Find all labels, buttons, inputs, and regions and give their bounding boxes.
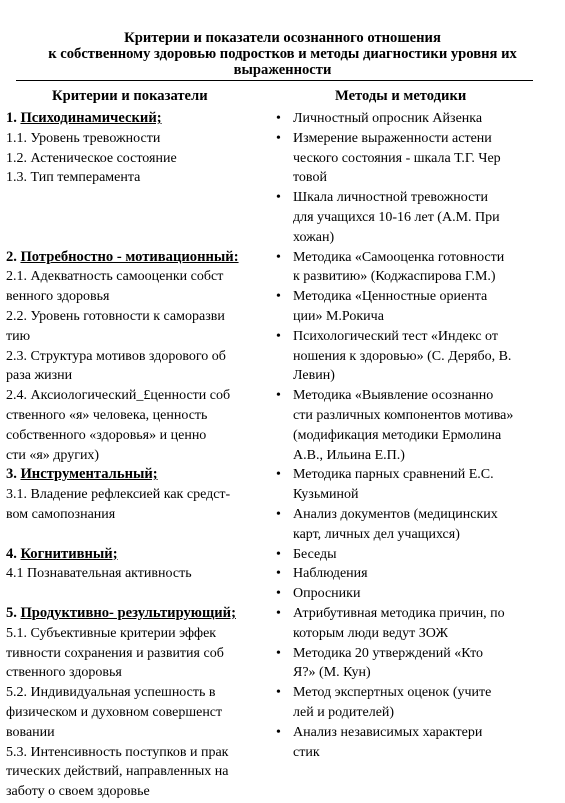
bullet-icon: • — [276, 566, 281, 582]
method-line: Левин) — [293, 368, 335, 384]
title-line-3: выраженности — [233, 62, 332, 78]
method-line: Опросники — [293, 586, 361, 602]
method-item — [276, 465, 538, 505]
method-text — [293, 327, 538, 386]
method-line: Анализ документов (медицинских — [293, 506, 498, 522]
indicator-item — [6, 386, 268, 465]
method-line: для учащихся 10-16 лет (А.М. При — [293, 209, 500, 225]
method-item — [276, 129, 538, 188]
spacer — [6, 525, 268, 545]
method-text — [293, 505, 538, 545]
bullet-icon: • — [276, 685, 281, 701]
indicator-item — [6, 149, 268, 169]
indicator-item — [6, 129, 268, 149]
method-text — [293, 683, 538, 723]
spacer — [6, 228, 268, 248]
method-line: Атрибутивная методика причин, по — [293, 605, 505, 621]
criterion-number: 2. — [6, 248, 17, 265]
spacer — [6, 188, 268, 208]
bullet-icon: • — [276, 506, 281, 522]
method-line: Я?» (М. Кун) — [293, 665, 371, 681]
indicator-line: 2.2. Уровень готовности к саморазви — [6, 308, 225, 324]
bullet-icon: • — [276, 130, 281, 146]
indicator-line: 2.4. Аксиологический_£ценности соб — [6, 388, 231, 404]
method-line: Беседы — [293, 546, 337, 562]
method-text — [293, 287, 538, 327]
criteria-column-header: Критерии и показатели — [52, 88, 208, 104]
method-item — [276, 683, 538, 723]
methods-column-header: Методы и методики — [335, 88, 467, 104]
criterion-heading — [6, 604, 268, 624]
indicator-line: вом самопознания — [6, 506, 116, 522]
indicator-line: венного здоровья — [6, 289, 110, 305]
method-text — [293, 465, 538, 505]
bullet-icon: • — [276, 724, 281, 740]
spacer — [6, 584, 268, 604]
method-item — [276, 386, 538, 465]
indicator-line: 5.2. Индивидуальная успешность в — [6, 685, 216, 701]
criterion-number: 4. — [6, 545, 17, 562]
indicator-line: 1.3. Тип темперамента — [6, 170, 141, 186]
method-line: Методика «Выявление осознанно — [293, 388, 494, 404]
method-line: А.В., Ильина Е.П.) — [293, 447, 405, 463]
methods-column — [276, 109, 538, 762]
method-item — [276, 644, 538, 684]
method-line: Методика парных сравнений Е.С. — [293, 467, 494, 483]
bullet-icon: • — [276, 645, 281, 661]
bullet-icon: • — [276, 586, 281, 602]
method-text — [293, 564, 538, 584]
bullet-icon: • — [276, 249, 281, 265]
indicator-line: тию — [6, 328, 31, 344]
indicator-line: заботу о своем здоровье — [6, 784, 150, 800]
method-line: сти различных компонентов мотива» — [293, 407, 514, 423]
bullet-icon: • — [276, 111, 281, 126]
bullet-icon: • — [276, 289, 281, 305]
indicator-line: физическом и духовном совершенст — [6, 704, 223, 720]
method-item — [276, 505, 538, 545]
method-line: Шкала личностной тревожности — [293, 190, 488, 206]
indicator-item — [6, 347, 268, 387]
title-line-1: Критерии и показатели осознанного отношения — [124, 30, 441, 46]
criterion-number: 3. — [6, 466, 17, 483]
indicator-item — [6, 624, 268, 683]
method-line: Кузьминой — [293, 487, 359, 503]
criteria-column — [6, 109, 268, 802]
bullet-icon: • — [276, 388, 281, 404]
method-text — [293, 644, 538, 684]
method-text — [293, 604, 538, 644]
bullet-icon: • — [276, 605, 281, 621]
method-line: ношения к здоровью» (С. Дерябо, В. — [293, 348, 512, 364]
indicator-line: собственного «здоровья» и ценно — [6, 427, 207, 443]
document-title — [0, 30, 565, 78]
indicator-line: тических действий, направленных на — [6, 764, 229, 780]
indicator-line: 5.3. Интенсивность поступков и прак — [6, 744, 229, 760]
method-item — [276, 604, 538, 644]
method-item — [276, 327, 538, 386]
criterion-heading — [6, 248, 268, 268]
method-item — [276, 188, 538, 247]
method-text — [293, 386, 538, 465]
method-line: (модификация методики Ермолина — [293, 427, 502, 443]
method-text — [293, 723, 538, 763]
title-underline — [16, 80, 533, 81]
method-line: Психологический тест «Индекс от — [293, 328, 498, 344]
indicator-line: раза жизни — [6, 368, 73, 384]
method-text — [293, 188, 538, 247]
method-line: карт, личных дел учащихся) — [293, 526, 460, 542]
bullet-icon: • — [276, 467, 281, 483]
method-line: товой — [293, 170, 327, 186]
method-item — [276, 584, 538, 604]
criterion-heading — [6, 465, 268, 485]
method-line: к развитию» (Коджаспирова Г.М.) — [293, 269, 496, 285]
indicator-item — [6, 564, 268, 584]
indicator-item — [6, 743, 268, 802]
method-line: Наблюдения — [293, 566, 368, 582]
criterion-title: Психодинамический; — [20, 110, 162, 126]
indicator-item — [6, 683, 268, 742]
method-line: Методика «Самооценка готовности — [293, 249, 505, 265]
criterion-title: Продуктивно- результирующий; — [20, 604, 236, 621]
indicator-line: сти «я» других) — [6, 447, 100, 463]
criterion-title: Инструментальный; — [20, 466, 158, 483]
method-line: Личностный опросник Айзенка — [293, 111, 483, 126]
criterion-number: 1. — [6, 110, 17, 126]
indicator-line: ственного здоровья — [6, 665, 122, 681]
method-line: хожан) — [293, 229, 335, 245]
criterion-title: Когнитивный; — [20, 545, 118, 562]
method-line: ции» М.Рокича — [293, 308, 384, 324]
method-item — [276, 109, 538, 129]
method-text — [293, 584, 538, 604]
spacer — [6, 208, 268, 228]
method-line: Измерение выраженности астени — [293, 130, 492, 146]
criterion-number: 5. — [6, 604, 17, 621]
indicator-item — [6, 307, 268, 347]
indicator-line: 2.1. Адекватность самооценки собст — [6, 269, 224, 285]
method-line: Метод экспертных оценок (учите — [293, 685, 492, 701]
title-line-2: к собственному здоровью подростков и методы диагностики уровня их — [48, 46, 517, 62]
indicator-item — [6, 267, 268, 307]
method-text — [293, 109, 538, 129]
method-text — [293, 545, 538, 565]
criterion-heading — [6, 109, 268, 129]
method-line: Анализ независимых характери — [293, 724, 483, 740]
method-text — [293, 248, 538, 288]
method-item — [276, 248, 538, 288]
indicator-line: 1.2. Астеническое состояние — [6, 150, 177, 166]
criterion-heading — [6, 545, 268, 565]
bullet-icon: • — [276, 328, 281, 344]
indicator-line: 3.1. Владение рефлексией как средст- — [6, 487, 231, 503]
method-line: ческого состояния - шкала Т.Г. Чер — [293, 150, 501, 166]
indicator-line: 4.1 Познавательная активность — [6, 566, 192, 582]
method-line: которым люди ведут ЗОЖ — [293, 625, 449, 641]
indicator-line: 5.1. Субъективные критерии эффек — [6, 625, 217, 641]
method-item — [276, 545, 538, 565]
indicator-line: 2.3. Структура мотивов здорового об — [6, 348, 226, 364]
method-item — [276, 723, 538, 763]
method-line: Методика 20 утверждений «Кто — [293, 645, 484, 661]
indicator-line: ственного «я» человека, ценность — [6, 407, 208, 423]
criterion-title: Потребностно - мотивационный: — [20, 248, 239, 265]
bullet-icon: • — [276, 190, 281, 206]
indicator-item — [6, 168, 268, 188]
indicator-item — [6, 485, 268, 525]
method-item — [276, 287, 538, 327]
indicator-line: 1.1. Уровень тревожности — [6, 130, 161, 146]
method-line: лей и родителей) — [293, 704, 395, 720]
bullet-icon: • — [276, 546, 281, 562]
method-text — [293, 129, 538, 188]
method-item — [276, 564, 538, 584]
method-line: стик — [293, 744, 320, 760]
indicator-line: вовании — [6, 724, 55, 740]
indicator-line: тивности сохранения и развития соб — [6, 645, 224, 661]
method-line: Методика «Ценностные ориента — [293, 289, 488, 305]
